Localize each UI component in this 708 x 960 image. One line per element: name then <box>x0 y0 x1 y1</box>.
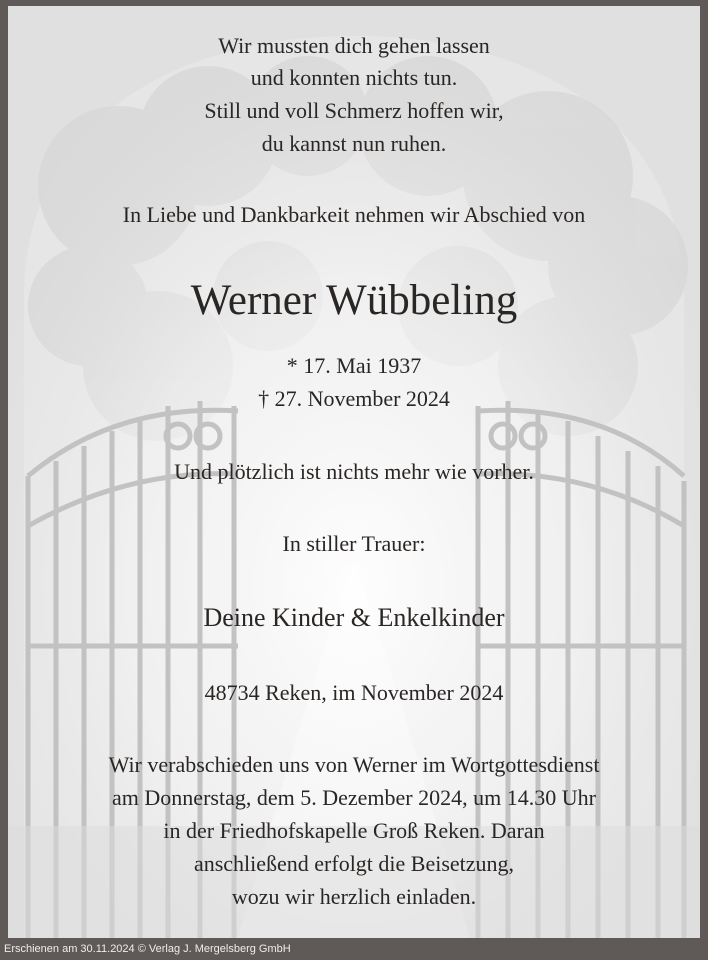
family-signature: Deine Kinder & Enkelkinder <box>203 603 505 632</box>
service-line-3: in der Friedhofskapelle Groß Reken. Daran <box>163 818 545 843</box>
poem-line-3: Still und voll Schmerz hoffen wir, <box>204 98 504 123</box>
place-date: 48734 Reken, im November 2024 <box>204 680 504 705</box>
obituary-card <box>8 6 700 938</box>
service-line-1: Wir verabschieden uns von Werner im Wortgottesdienst <box>108 752 600 777</box>
service-line-2: am Donnerstag, dem 5. Dezember 2024, um 14.30 Uhr <box>112 785 596 810</box>
service-line-4: anschließend erfolgt die Beisetzung, <box>193 851 515 876</box>
poem-line-1: Wir mussten dich gehen lassen <box>218 33 490 58</box>
deceased-name: Werner Wübbeling <box>190 277 518 324</box>
poem-line-2: und konnten nichts tun. <box>250 65 458 90</box>
mourning-heading: In stiller Trauer: <box>282 531 426 556</box>
intro-text: In Liebe und Dankbarkeit nehmen wir Abschied von <box>122 202 586 227</box>
obituary-text <box>8 6 700 938</box>
quote-text: Und plötzlich ist nichts mehr wie vorher. <box>174 459 534 484</box>
poem-line-4: du kannst nun ruhen. <box>261 131 447 156</box>
birth-date: * 17. Mai 1937 <box>286 353 422 378</box>
publication-footer: Erschienen am 30.11.2024 © Verlag J. Mergelsberg GmbH <box>4 943 291 955</box>
service-line-5: wozu wir herzlich einladen. <box>231 884 477 909</box>
death-date: † 27. November 2024 <box>258 386 450 411</box>
